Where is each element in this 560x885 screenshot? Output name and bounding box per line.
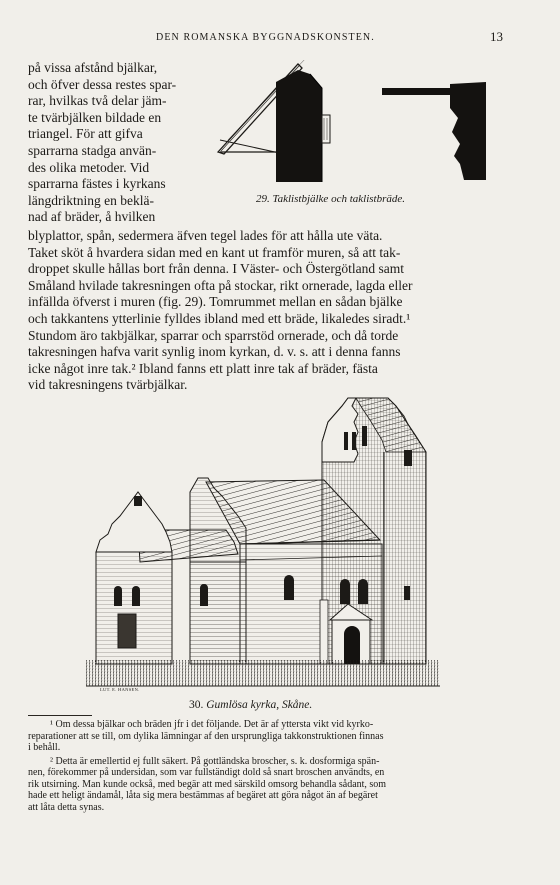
text-line: icke något inre tak.² Ibland fanns ett platt inre tak af bräder, fästa — [28, 360, 378, 376]
figure-29-number: 29. — [256, 193, 270, 205]
porch-door — [344, 626, 360, 664]
engraver-signature: LUT. E. HANSEN. — [100, 687, 140, 692]
beam-cross-section-drawing — [218, 60, 330, 182]
footnote-line: ¹ Om dessa bjälkar och bräden jfr i det följande. Det är af yttersta vikt vid kyrko- — [50, 719, 374, 730]
text-line: på vissa afstånd bjälkar, — [28, 60, 158, 75]
ground — [86, 660, 440, 686]
figure-30-title: Gumlösa kyrka, Skåne. — [206, 699, 313, 711]
text-line: sparrarna stadga använ- — [28, 142, 157, 158]
text-line: blyplattor, spån, sedermera äfven tegel lades för att hålla ute väta. — [28, 228, 383, 243]
footnote-line: reparationer att se till, om dylika lämningar af den ursprungliga takkonstruktionen finnas — [28, 730, 384, 742]
text-line: takresningen hafva varit synlig inom kyrkan, d. v. s. att i denna fanns — [28, 344, 401, 360]
figure-29-title: Taklistbjälke och taklistbräde. — [272, 193, 405, 205]
figure-29-caption — [256, 193, 405, 205]
footnote-line: i behåll. — [28, 742, 61, 753]
text-line: längdriktning en beklä- — [28, 192, 154, 208]
text-line: triangel. För att gifva — [28, 126, 143, 142]
text-line: infällda öfverst i muren (fig. 29). Tomrummet mellan en sådan bjälke — [28, 294, 403, 310]
text-line: des olika metoder. Vid — [28, 159, 150, 175]
text-line: vid takresningens tvärbjälkar. — [28, 377, 188, 393]
page-header — [28, 30, 502, 46]
page-number: 13 — [490, 29, 503, 44]
window — [200, 584, 208, 606]
footnote-line: nen, förekommer på undersidan, som var fullständigt dold så snart broschen användts, en — [28, 767, 385, 778]
text-line: nad af bräder, å hvilken — [28, 209, 156, 225]
text-line: te tvärbjälken bildade en — [28, 109, 162, 125]
footnote-line: ² Detta är emellertid ej fullt säkert. På gottländska broscher, s. k. dosformiga spän- — [50, 755, 380, 767]
window — [358, 579, 368, 604]
footnote-line: hade ett heligt ändamål, låta sig mera bestämmas af begäret att göra något än af begäret — [28, 790, 378, 801]
figure-30-church-engraving — [86, 392, 440, 697]
window — [114, 586, 122, 606]
footnote-1 — [28, 719, 498, 754]
window — [340, 579, 350, 604]
nave-wall — [240, 544, 382, 664]
west-gable — [96, 492, 172, 664]
footnote-line: rik utsirning. Man kunde också, med begär att med särskild omsorg behandla sådant, som — [28, 778, 387, 790]
text-line: rar, hvilkas två delar jäm- — [28, 93, 167, 109]
paragraph-left-column — [28, 60, 203, 226]
text-line: och öfver dessa restes spar- — [28, 76, 177, 92]
eaves-board-drawing — [382, 82, 486, 180]
footnote-divider — [28, 715, 92, 716]
text-line: Taket sköt å hvardera sidan med en kant ut framför muren, så att tak- — [28, 244, 401, 260]
text-line: Småland hvilade takresningen ofta på stockar, rikt ornerade, lagda eller — [28, 277, 413, 293]
footnotes — [28, 719, 498, 815]
text-line: droppet skulle hållas bort från denna. I Väster- och Östergötland samt — [28, 261, 405, 277]
figure-29-illustration — [210, 60, 502, 210]
text-line: och takkantens ytterlinie fylldes ibland med ett bräde, likaledes siradt.¹ — [28, 310, 411, 326]
text-line: sparrarna fästes i kyrkans — [28, 176, 166, 192]
running-title: DEN ROMANSKA BYGGNADSKONSTEN. — [156, 32, 375, 43]
figure-30-caption — [189, 699, 312, 711]
figure-30-number: 30. — [189, 699, 204, 711]
window — [284, 575, 294, 600]
window — [132, 586, 140, 606]
paragraph-full-width — [28, 228, 498, 394]
footnote-2 — [28, 756, 498, 814]
text-line: Stundom äro takbjälkar, sparrar och sparrstöd ornerade, och då torde — [28, 327, 399, 343]
footnote-line: att låta detta synas. — [28, 801, 105, 813]
